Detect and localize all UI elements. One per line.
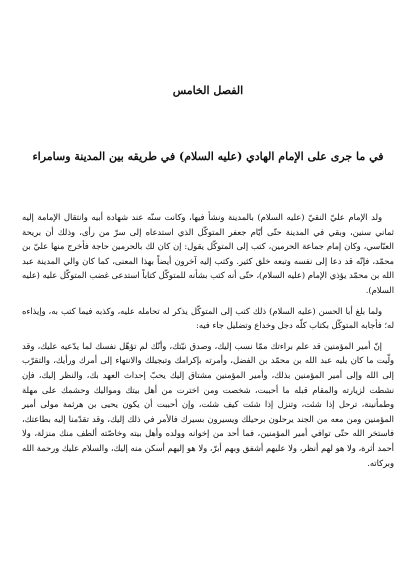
body-text — [22, 210, 394, 470]
paragraph: ولد الإمام عليّ النقيّ (عليه السلام) بالمدينة ونشأ فيها، وكانت سنّه عند شهادة أبيه وانتقال الإمامة إليه ثماني سنين، وبقي في المدينة حتّى أيّام جعفر المتوكّل الذي استدعاه إلى سرّ من رأى، وذلك أن بريحة العبّاسي، وكان إمام جماعة الحرمين، كتب إلى المتوكّل يقول: إن كان لك بالحرمين حاجة فأخرج منها عليّ بن محمّد، فإنّه قد دعا إلى نفسه وتبعه خلق كثير. وكتب إليه آخرون أيضاً بهذا المعنى، كما كان والي المدينة عبد الله بن محمّد يؤذي الإمام (عليه السلام)، حتّى أنه كتب بشأنه للمتوكّل كتاباً استدعى غضب المتوكّل عليه (عليه السلام). — [22, 212, 394, 295]
paragraph: ولما بلغ أبا الحسن (عليه السلام) ذلك كتب إلى المتوكّل يذكر له تحامله عليه، وكذبه فيما كتب به، وإيذاءه له؛ فأجابه المتوكّل بكتاب كلّه دجل وخداع وتضليل جاء فيه: — [22, 305, 394, 331]
chapter-title: الفصل الخامس — [172, 84, 244, 97]
paragraph: إنّ أمير المؤمنين قد علم براءتك ممّا نسب إليك، وصدق نيّتك، وأنّك لم تؤهّل نفسك لما يدّعيه عليك، وقد ولّيت ما كان يليه عبد الله بن محمّد بن الفضل، وأمرته بإكرامك وتبجيلك والانتهاء إلى أمرك ورأيك، والتقرّب إلى الله وإلى أمير المؤمنين بذلك، وأمير المؤمنين مشتاق إليك يحبّ إحداث العهد بك، والنظر إليك، فإن نشطت لزيارته والمقام قبله ما أحببت، شخصت ومن اخترت من أهل بيتك ومواليك وحشمك على مهلة وطمأنينة، ترحل إذا شئت، وتنزل إذا شئت كيف شئت، وإن أحببت أن يكون يحيى بن هرثمة مولى أمير المؤمنين ومن معه من الجند يرحلون برحيلك ويسيرون بسيرك فالأمر في ذلك إليك، وقد تقدّمنا إليه بطاعتك، فاستخر الله حتّى توافي أمير المؤمنين، فما أحد من إخوانه وولده وأهل بيته وخاصّته ألطف منك منزلة، ولا أحمد أثرة، ولا هو لهم أنظر، ولا عليهم أشفق وبهم أبرّ، ولا هو إليهم أسكن منه إليك، والسلام عليك ورحمة الله وبركاته. — [22, 340, 394, 468]
section-heading: في ما جرى على الإمام الهادي (عليه السلام) في طريقه بين المدينة وسامراء — [32, 150, 384, 163]
